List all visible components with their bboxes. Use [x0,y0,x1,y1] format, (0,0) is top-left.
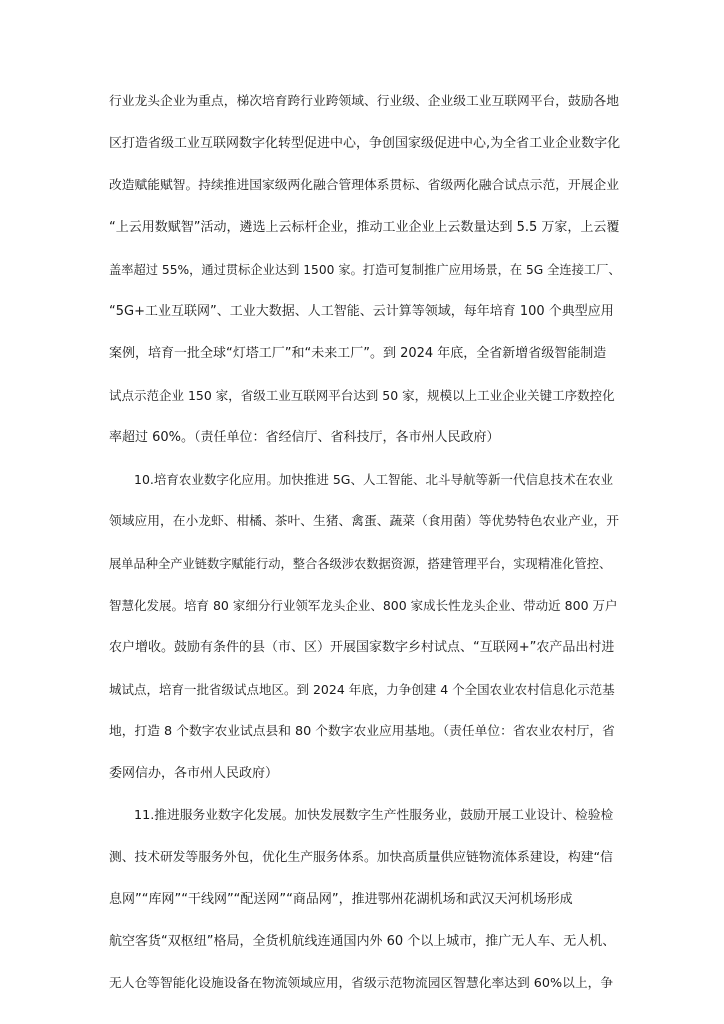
text-line: 领域应用，在小龙虾、柑橘、茶叶、生猪、禽蛋、蔬菜（食用菌）等优势特色农业产业，开 [109,514,619,529]
text-line: 智慧化发展。培育 80 家细分行业领军龙头企业、800 家成长性龙头企业、带动近 800 万户 [109,598,618,613]
text-line: 盖率超过 55%，通过贯标企业达到 1500 家。打造可复制推广应用场景，在 5G 全连接工厂、 [109,263,621,277]
text-line: 地，打造 8 个数字农业试点县和 80 个数字农业应用基地。（责任单位：省农业农村厅，省 [109,724,615,739]
text-line: 行业龙头企业为重点，梯次培育跨行业跨领域、行业级、企业级工业互联网平台，鼓励各地 [109,94,619,109]
text-line: 无人仓等智能化设施设备在物流领域应用，省级示范物流园区智慧化率达到 60%以上，争 [109,976,614,991]
text-line: “5G+工业互联网”、工业大数据、人工智能、云计算等领域，每年培育 100 个典型应用 [109,304,614,319]
section-10-heading-line: 10.培育农业数字化应用。加快推进 5G、人工智能、北斗导航等新一代信息技术在农业 [134,472,613,487]
text-line: 城试点，培育一批省级试点地区。到 2024 年底，力争创建 4 个全国农业农村信息化示范基 [109,682,615,697]
text-line: 改造赋能赋智。持续推进国家级两化融合管理体系贯标、省级两化融合试点示范，开展企业 [109,178,619,193]
text-line: 区打造省级工业互联网数字化转型促进中心，争创国家级促进中心,为全省工业企业数字化 [109,136,621,151]
section-11-heading-line: 11.推进服务业数字化发展。加快发展数字生产性服务业，鼓励开展工业设计、检验检 [134,808,614,823]
text-line: 率超过 60%。（责任单位：省经信厅、省科技厅，各市州人民政府） [109,430,500,445]
text-line: “上云用数赋智”活动，遴选上云标杆企业，推动工业企业上云数量达到 5.5 万家，上云覆 [109,220,620,235]
text-line: 试点示范企业 150 家，省级工业互联网平台达到 50 家，规模以上工业企业关键工序数控化 [109,388,615,403]
text-line: 息网”“库网”“干线网”“配送网”“商品网”，推进鄂州花湖机场和武汉天河机场形成 [109,892,573,907]
text-line: 委网信办，各市州人民政府） [109,766,279,781]
text-line: 展单品种全产业链数字赋能行动，整合各级涉农数据资源，搭建管理平台，实现精准化管控、 [109,557,612,571]
text-line: 农户增收。鼓励有条件的县（市、区）开展国家数字乡村试点、“互联网+”农产品出村进 [109,640,615,655]
text-line: 案例，培育一批全球“灯塔工厂”和“未来工厂”。到 2024 年底，全省新增省级智能制造 [109,346,607,361]
text-line: 航空客货“双枢纽”格局，全货机航线连通国内外 60 个以上城市，推广无人车、无人机、 [109,934,616,949]
text-line: 测、技术研发等服务外包，优化生产服务体系。加快高质量供应链物流体系建设，构建“信 [109,850,613,865]
